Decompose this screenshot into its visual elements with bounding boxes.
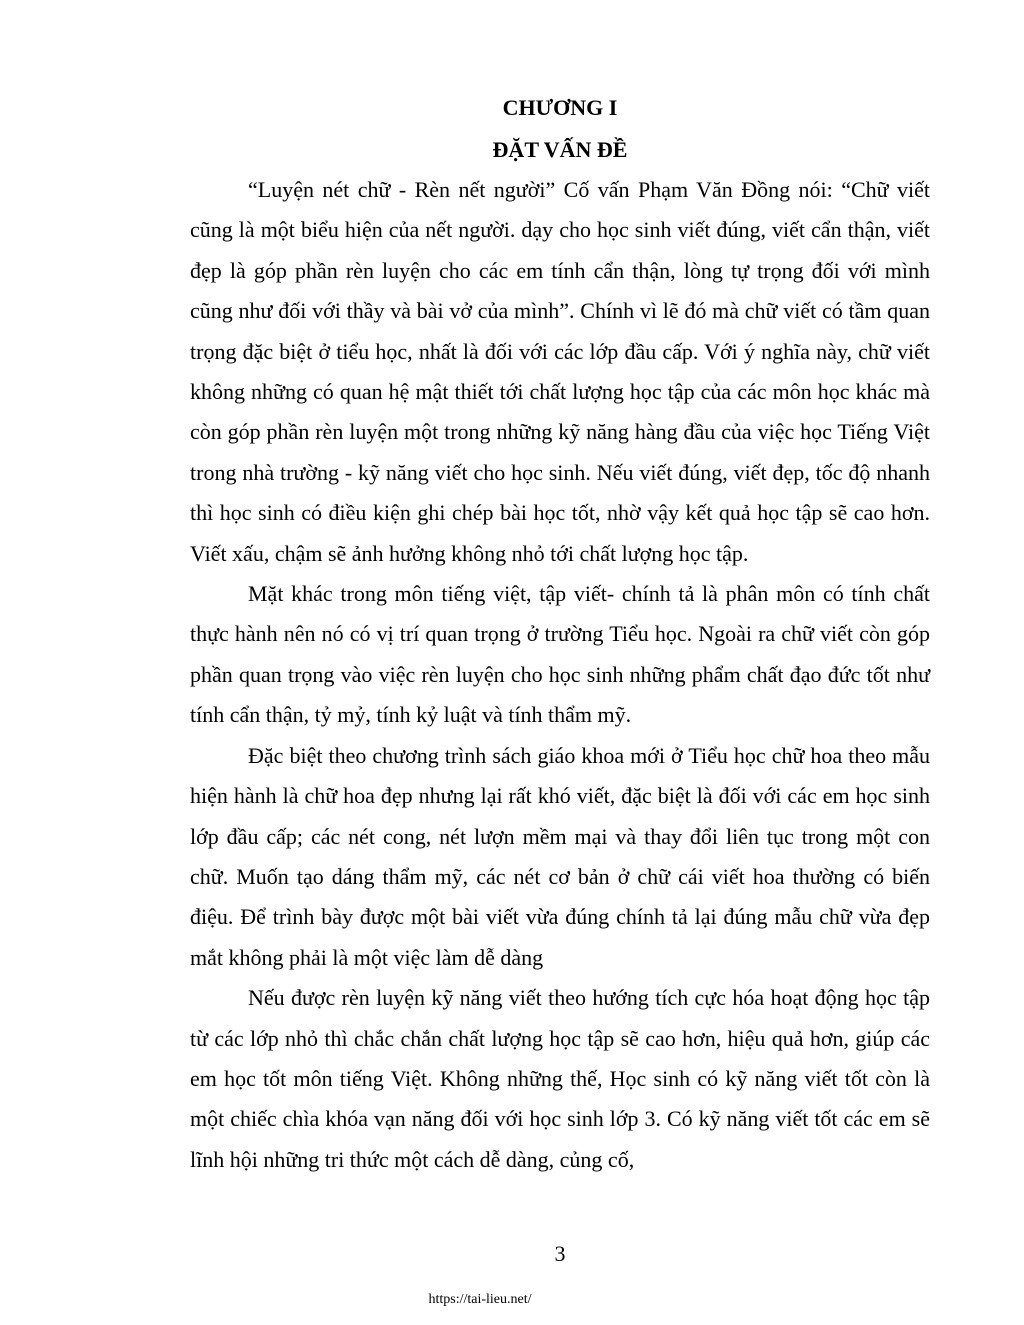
section-title: ĐẶT VẤN ĐỀ [492,137,628,162]
page-number: 3 [554,1241,566,1266]
footer-url: https://tai-lieu.net/ [428,1292,532,1307]
paragraph: Đặc biệt theo chương trình sách giáo khoa mới ở Tiểu học chữ hoa theo mẫu hiện hành là chữ hoa đẹp nhưng lại rất khó viết, đặc biệt là đối với các em học sinh lớp đầu cấp; các nét cong, nét lượn mềm mại và thay đổi liên tục trong một con chữ. Muốn tạo dáng thẩm mỹ, các nét cơ bản ở chữ cái viết hoa thường có biến điệu. Để trình bày được một bài viết vừa đúng chính tả lại đúng mẫu chữ vừa đẹp mắt không phải là một việc làm dễ dàng [190,742,930,970]
paragraph: Mặt khác trong môn tiếng việt, tập viết- chính tả là phân môn có tính chất thực hành nên nó có vị trí quan trọng ở trường Tiểu học. Ngoài ra chữ viết còn góp phần quan trọng vào việc rèn luyện cho học sinh những phẩm chất đạo đức tốt như tính cẩn thận, tỷ mỷ, tính kỷ luật và tính thẩm mỹ. [190,581,930,728]
paragraph: Nếu được rèn luyện kỹ năng viết theo hướng tích cực hóa hoạt động học tập từ các lớp nhỏ thì chắc chắn chất lượng học tập sẽ cao hơn, hiệu quả hơn, giúp các em học tốt môn tiếng Việt. Không những thế, Học sinh có kỹ năng viết tốt còn là một chiếc chìa khóa vạn năng đối với học sinh lớp 3. Có kỹ năng viết tốt các em sẽ lĩnh hội những tri thức một cách dễ dàng, củng cố, [190,985,930,1172]
body-text [190,170,930,1180]
paragraph: “Luyện nét chữ - Rèn nết người” Cố vấn Phạm Văn Đồng nói: “Chữ viết cũng là một biểu hiện của nết người. dạy cho học sinh viết đúng, viết cẩn thận, viết đẹp là góp phần rèn luyện cho các em tính cẩn thận, lòng tự trọng đối với mình cũng như đối với thầy và bài vở của mình”. Chính vì lẽ đó mà chữ viết có tầm quan trọng đặc biệt ở tiểu học, nhất là đối với các lớp đầu cấp. Với ý nghĩa này, chữ viết không những có quan hệ mật thiết tới chất lượng học tập của các môn học khác mà còn góp phần rèn luyện một trong những kỹ năng hàng đầu của việc học Tiếng Việt trong nhà trường - kỹ năng viết cho học sinh. Nếu viết đúng, viết đẹp, tốc độ nhanh thì học sinh có điều kiện ghi chép bài học tốt, nhờ vậy kết quả học tập sẽ cao hơn. Viết xấu, chậm sẽ ảnh hưởng không nhỏ tới chất lượng học tập. [190,177,930,566]
chapter-heading: CHƯƠNG I [502,95,618,120]
